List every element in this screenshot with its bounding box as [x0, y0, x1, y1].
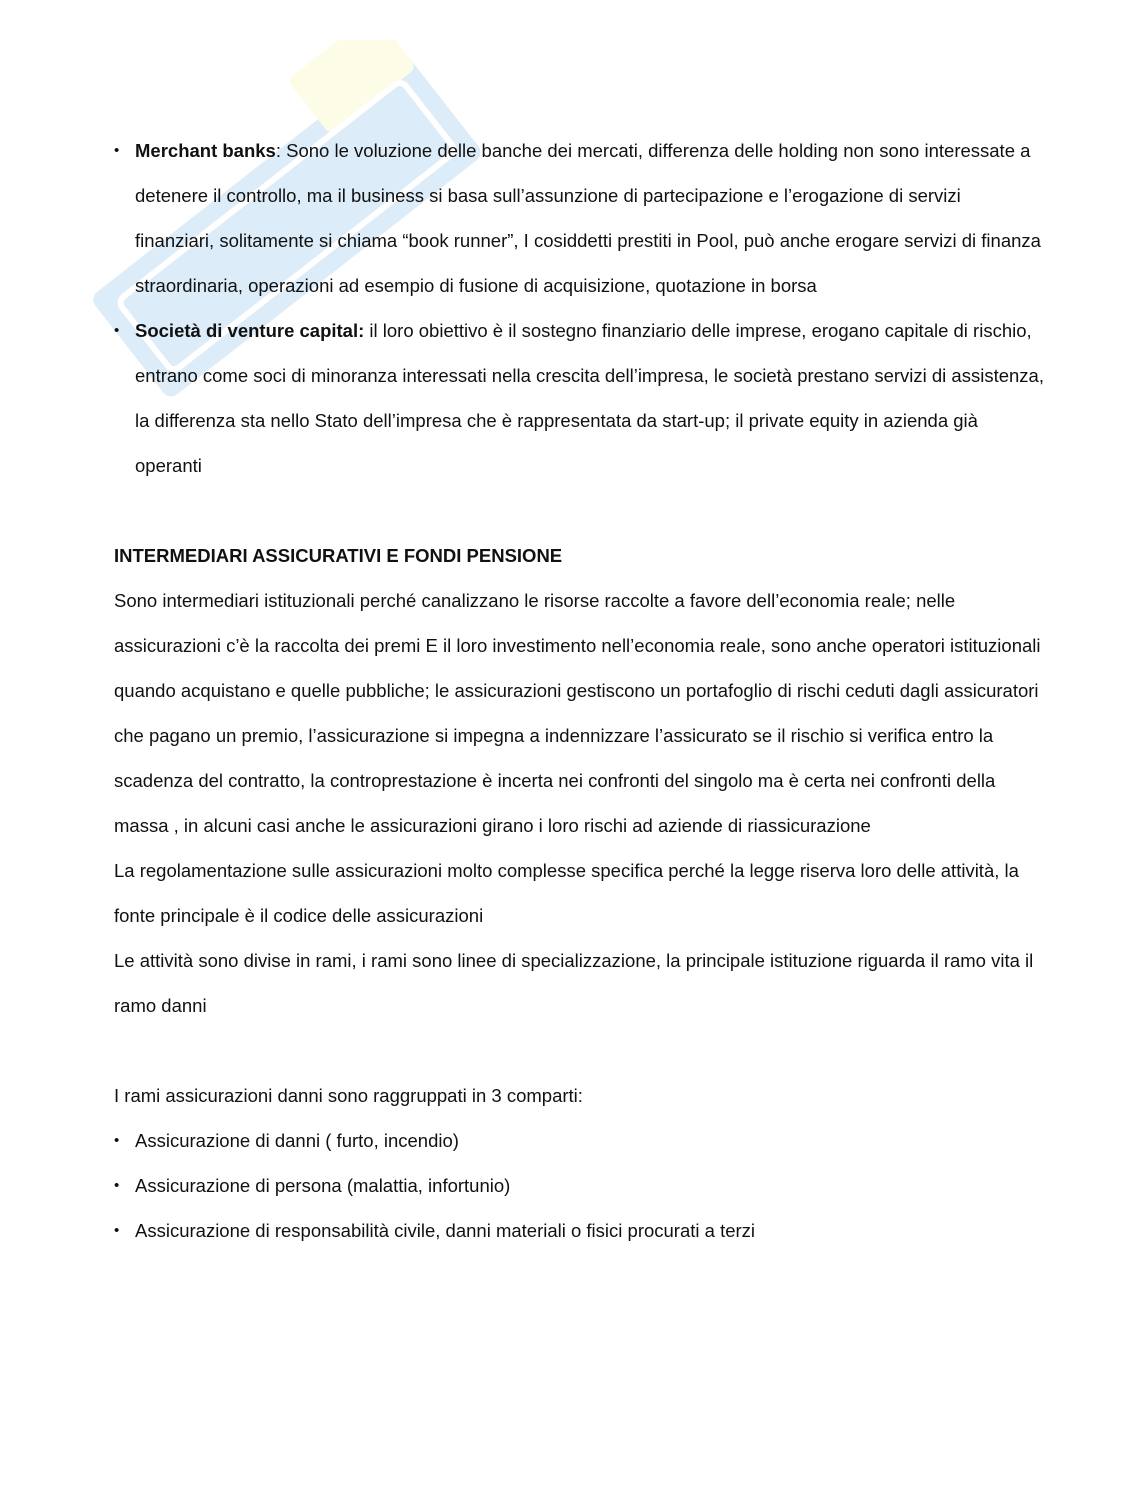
- term-separator: :: [275, 140, 287, 161]
- paragraph: Sono intermediari istituzionali perché canalizzano le risorse raccolte a favore dell’economia reale; nelle assicurazioni c’è la raccolta dei premi E il loro investimento nell’economia reale, sono anche operatori istituzionali quando acquistano e quelle pubbliche; le assicurazioni gestiscono un portafoglio di rischi ceduti dagli assicuratori che pagano un premio, l’assicurazione si impegna a indennizzare l’assicurato se il rischio si verifica entro la scadenza del contratto, la controprestazione è incerta nei confronti del singolo ma è certa nei confronti della massa , in alcuni casi anche le assicurazioni girano i loro rischi ad aziende di riassicurazione: [114, 590, 1041, 836]
- term-label: Merchant banks: [135, 140, 276, 161]
- list-item-text: • Assicurazione di danni ( furto, incendio): [135, 1130, 459, 1151]
- list-item: [114, 1208, 1044, 1253]
- list-item-text: il loro obiettivo è il sostegno finanziario delle imprese, erogano capitale di rischio, entrano come soci di minoranza interessati nella crescita dell’impresa, le società prestano servizi di assistenza, la differenza sta nello Stato dell’impresa che è rappresentata da start-up; il private equity in azienda già operanti: [135, 320, 1044, 476]
- list-item-text: • Assicurazione di responsabilità civile, danni materiali o fisici procurati a terzi: [135, 1220, 756, 1241]
- list-item: [114, 308, 1044, 488]
- paragraph: I rami assicurazioni danni sono raggruppati in 3 comparti:: [114, 1085, 583, 1106]
- spacer: [114, 1028, 1044, 1073]
- list-item: [114, 1163, 1044, 1208]
- spacer: [114, 488, 1044, 533]
- paragraph: Le attività sono divise in rami, i rami sono linee di specializzazione, la principale istituzione riguarda il ramo vita il ramo danni: [114, 950, 1034, 1016]
- document-body: [114, 128, 1044, 1253]
- list-item-text: Sono le voluzione delle banche dei mercati, differenza delle holding non sono interessate a detenere il controllo, ma il business si basa sull’assunzione di partecipazione e l’erogazione di servizi finanziari, solitamente si chiama “book runner”, I cosiddetti prestiti in Pool, può anche erogare servizi di finanza straordinaria, operazioni ad esempio di fusione di acquisizione, quotazione in borsa: [135, 140, 1041, 296]
- section-heading: INTERMEDIARI ASSICURATIVI E FONDI PENSIONE: [114, 545, 563, 566]
- list-item-text: • Assicurazione di persona (malattia, infortunio): [135, 1175, 511, 1196]
- list-item: [114, 1118, 1044, 1163]
- paragraph: La regolamentazione sulle assicurazioni molto complesse specifica perché la legge riserva loro delle attività, la fonte principale è il codice delle assicurazioni: [114, 860, 1019, 926]
- list-item: [114, 128, 1044, 308]
- term-label: Società di venture capital:: [135, 320, 365, 341]
